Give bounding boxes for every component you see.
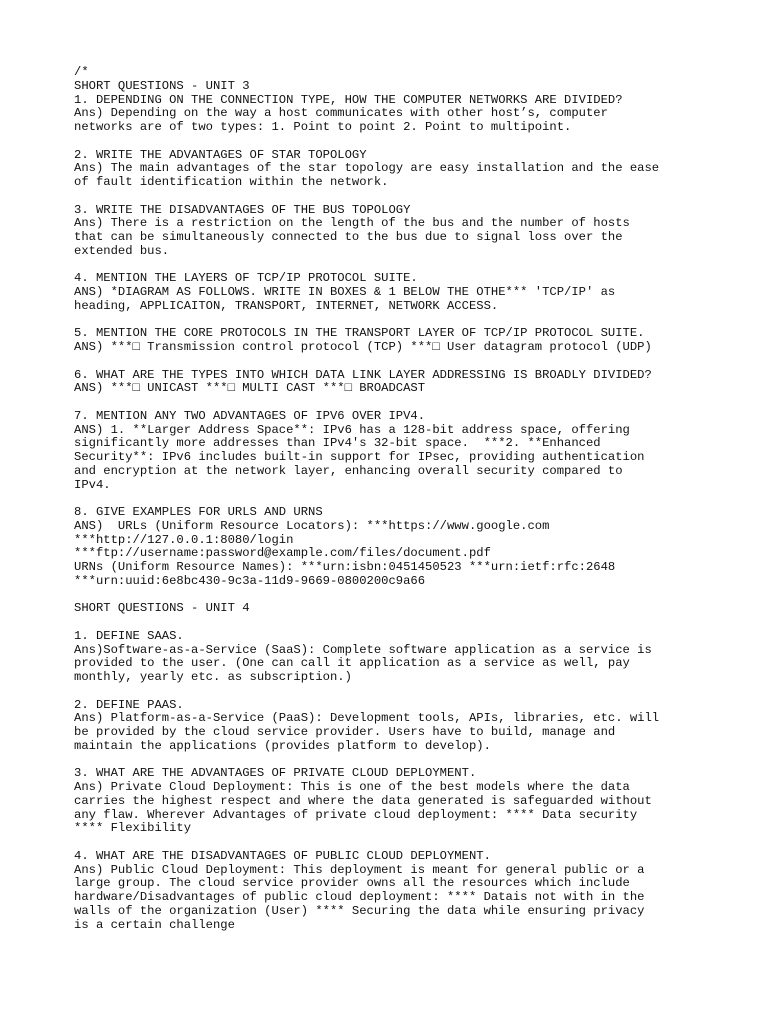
text-line: ***http://127.0.0.1:8080/login <box>74 532 294 547</box>
text-line: 4. WHAT ARE THE DISADVANTAGES OF PUBLIC CLOUD DEPLOYMENT. <box>74 848 491 863</box>
text-line: ***urn:uuid:6e8bc430-9c3a-11d9-9669-0800200c9a66 <box>74 573 426 588</box>
blank-line <box>74 135 744 149</box>
blank-line <box>74 259 744 273</box>
text-line: of fault identification within the network. <box>74 175 389 189</box>
blank-line <box>74 836 744 850</box>
text-line: networks are of two types: 1. Point to point 2. Point to multipoint. <box>74 120 572 134</box>
text-line: SHORT QUESTIONS - UNIT 3 <box>74 78 250 93</box>
text-line: 1. DEPENDING ON THE CONNECTION TYPE, HOW THE COMPUTER NETWORKS ARE DIVIDED? <box>74 92 623 107</box>
text-line: Ans) Platform-as-a-Service (PaaS): Development tools, APIs, libraries, etc. will <box>74 711 660 726</box>
text-line: SHORT QUESTIONS - UNIT 4 <box>74 601 250 616</box>
text-line: 8. GIVE EXAMPLES FOR URLS AND URNS <box>74 505 323 519</box>
text-line: ***ftp://username:password@example.com/files/document.pdf <box>74 546 491 561</box>
text-line: URNs (Uniform Resource Names): ***urn:isbn:0451450523 ***urn:ietf:rfc:2648 <box>74 560 616 574</box>
text-line: **** Flexibility <box>74 821 192 836</box>
text-line: Security**: IPv6 includes built-in support for IPsec, providing authentication <box>74 450 645 464</box>
text-line: provided to the user. (One can call it application as a service as well, pay <box>74 656 630 671</box>
text-line: Ans) Public Cloud Deployment: This deployment is meant for general public or a <box>74 862 645 877</box>
text-line: and encryption at the network layer, enhancing overall security compared to <box>74 463 623 478</box>
text-line: IPv4. <box>74 477 111 492</box>
text-line: Ans)Software-as-a-Service (SaaS): Complete software application as a service is <box>74 642 652 657</box>
blank-line <box>74 355 744 369</box>
text-line: any flaw. Wherever Advantages of private cloud deployment: **** Data security <box>74 807 638 822</box>
text-line: ANS) ***□ UNICAST ***□ MULTI CAST ***□ BROADCAST <box>74 381 426 396</box>
text-line: ANS) 1. **Larger Address Space**: IPv6 has a 128-bit address space, offering <box>74 422 630 437</box>
blank-line <box>74 492 744 506</box>
blank-line <box>74 685 744 699</box>
text-line: Ans) Depending on the way a host communicates with other host’s, computer <box>74 106 608 121</box>
text-line: heading, APPLICAITON, TRANSPORT, INTERNET, NETWORK ACCESS. <box>74 298 499 313</box>
text-line: walls of the organization (User) **** Securing the data while ensuring privacy <box>74 903 645 918</box>
text-line: 7. MENTION ANY TWO ADVANTAGES OF IPV6 OVER IPV4. <box>74 408 426 423</box>
blank-line <box>74 396 744 410</box>
text-line: 2. WRITE THE ADVANTAGES OF STAR TOPOLOGY <box>74 147 367 162</box>
text-line: hardware/Disadvantages of public cloud deployment: **** Datais not with in the <box>74 890 645 904</box>
text-line: carries the highest respect and where the data generated is safeguarded without <box>74 793 652 808</box>
text-line: 5. MENTION THE CORE PROTOCOLS IN THE TRANSPORT LAYER OF TCP/IP PROTOCOL SUITE. <box>74 326 645 341</box>
text-line: maintain the applications (provides platform to develop). <box>74 738 491 753</box>
text-line: that can be simultaneously connected to the bus due to signal loss over the <box>74 230 623 244</box>
blank-line <box>74 190 744 204</box>
text-line: extended bus. <box>74 243 170 258</box>
text-line: /* <box>74 65 89 79</box>
text-line: Ans) There is a restriction on the length of the bus and the number of hosts <box>74 216 630 231</box>
document-text <box>74 66 744 932</box>
text-line: 2. DEFINE PAAS. <box>74 697 184 712</box>
text-line: Ans) The main advantages of the star topology are easy installation and the ease <box>74 161 660 176</box>
text-line: Ans) Private Cloud Deployment: This is one of the best models where the data <box>74 780 630 794</box>
text-line: 3. WRITE THE DISADVANTAGES OF THE BUS TOPOLOGY <box>74 202 411 217</box>
text-line: 1. DEFINE SAAS. <box>74 628 184 643</box>
text-line: be provided by the cloud service provider. Users have to build, manage and <box>74 725 616 739</box>
text-line: is a certain challenge <box>74 917 235 932</box>
text-line: significantly more addresses than IPv4's 32-bit space. ***2. **Enhanced <box>74 436 601 451</box>
text-line: 4. MENTION THE LAYERS OF TCP/IP PROTOCOL SUITE. <box>74 271 418 286</box>
text-line: ANS) URLs (Uniform Resource Locators): ***https://www.google.com <box>74 518 550 533</box>
blank-line <box>74 314 744 328</box>
blank-line <box>74 589 744 603</box>
text-line: 6. WHAT ARE THE TYPES INTO WHICH DATA LINK LAYER ADDRESSING IS BROADLY DIVIDED? <box>74 367 652 382</box>
blank-line <box>74 616 744 630</box>
text-line: ANS) *DIAGRAM AS FOLLOWS. WRITE IN BOXES & 1 BELOW THE OTHE*** 'TCP/IP' as <box>74 285 616 299</box>
text-line: ANS) ***□ Transmission control protocol (TCP) ***□ User datagram protocol (UDP) <box>74 340 652 354</box>
text-line: large group. The cloud service provider owns all the resources which include <box>74 876 630 891</box>
text-line: 3. WHAT ARE THE ADVANTAGES OF PRIVATE CLOUD DEPLOYMENT. <box>74 766 477 781</box>
blank-line <box>74 754 744 768</box>
text-line: monthly, yearly etc. as subscription.) <box>74 670 352 684</box>
